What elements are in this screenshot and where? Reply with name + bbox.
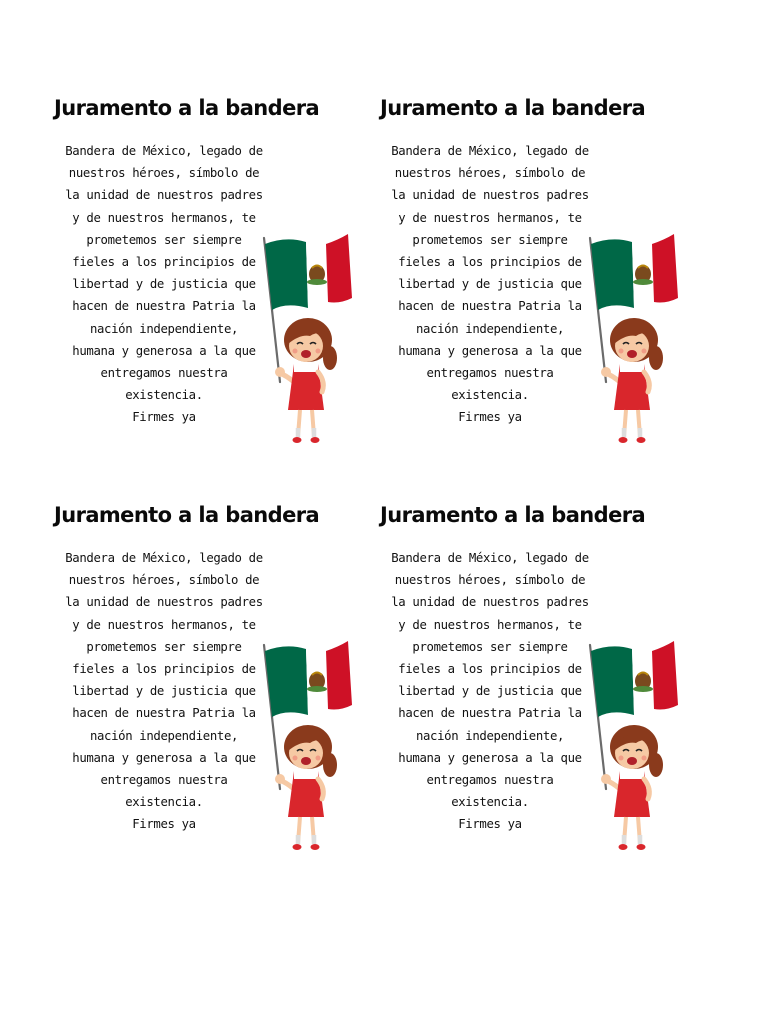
oath-card [380,503,710,873]
oath-text [380,140,600,428]
oath-line: existencia. [125,388,203,403]
oath-line: nuestros héroes, símbolo de [394,573,586,588]
oath-line: la unidad de nuestros padres [65,188,263,203]
oath-line: prometemos ser siempre [86,232,242,247]
oath-line: fieles a los principios de [72,254,256,269]
card-title: Juramento a la bandera [380,96,646,120]
oath-line: y de nuestros hermanos, te [398,210,582,225]
oath-line: libertad y de justicia que [398,277,582,292]
girl-with-mexican-flag-icon [586,232,692,448]
oath-line: Firmes ya [458,817,522,832]
oath-line: Firmes ya [132,410,196,425]
girl-with-mexican-flag-icon [586,639,692,855]
oath-card [380,96,710,466]
oath-line: existencia. [451,795,529,810]
oath-line: hacen de nuestra Patria la [72,706,256,721]
girl-with-mexican-flag-icon [260,232,366,448]
oath-line: la unidad de nuestros padres [65,595,263,610]
oath-line: y de nuestros hermanos, te [398,617,582,632]
oath-line: fieles a los principios de [398,661,582,676]
oath-line: nuestros héroes, símbolo de [68,166,260,181]
oath-line: Bandera de México, legado de [65,144,263,158]
girl-with-mexican-flag-icon [260,639,366,855]
oath-line: fieles a los principios de [398,254,582,269]
card-title: Juramento a la bandera [380,503,646,527]
oath-line: nuestros héroes, símbolo de [68,573,260,588]
oath-line: prometemos ser siempre [86,639,242,654]
oath-line: existencia. [451,388,529,403]
oath-line: y de nuestros hermanos, te [72,210,256,225]
oath-line: fieles a los principios de [72,661,256,676]
oath-line: Bandera de México, legado de [65,551,263,565]
oath-line: libertad y de justicia que [398,684,582,699]
oath-line: nación independiente, [89,321,239,336]
oath-line: prometemos ser siempre [412,232,568,247]
oath-line: nación independiente, [415,728,565,743]
oath-line: humana y generosa a la que [398,343,582,358]
oath-line: humana y generosa a la que [72,750,256,765]
oath-text [54,547,274,835]
card-title: Juramento a la bandera [54,96,320,120]
oath-line: la unidad de nuestros padres [391,188,589,203]
oath-line: entregamos nuestra [426,772,554,787]
oath-line: nación independiente, [89,728,239,743]
oath-line: hacen de nuestra Patria la [398,706,582,721]
oath-line: y de nuestros hermanos, te [72,617,256,632]
oath-line: Firmes ya [458,410,522,425]
oath-line: Firmes ya [132,817,196,832]
oath-line: nación independiente, [415,321,565,336]
oath-line: entregamos nuestra [426,365,554,380]
oath-line: Bandera de México, legado de [391,551,589,565]
oath-line: entregamos nuestra [100,365,228,380]
oath-line: la unidad de nuestros padres [391,595,589,610]
oath-line: libertad y de justicia que [72,684,256,699]
oath-line: entregamos nuestra [100,772,228,787]
oath-line: Bandera de México, legado de [391,144,589,158]
oath-card [54,503,384,873]
oath-line: hacen de nuestra Patria la [398,299,582,314]
oath-text [380,547,600,835]
card-title: Juramento a la bandera [54,503,320,527]
oath-text [54,140,274,428]
oath-line: prometemos ser siempre [412,639,568,654]
oath-line: hacen de nuestra Patria la [72,299,256,314]
oath-line: nuestros héroes, símbolo de [394,166,586,181]
oath-card [54,96,384,466]
oath-line: existencia. [125,795,203,810]
oath-line: libertad y de justicia que [72,277,256,292]
oath-line: humana y generosa a la que [72,343,256,358]
oath-line: humana y generosa a la que [398,750,582,765]
